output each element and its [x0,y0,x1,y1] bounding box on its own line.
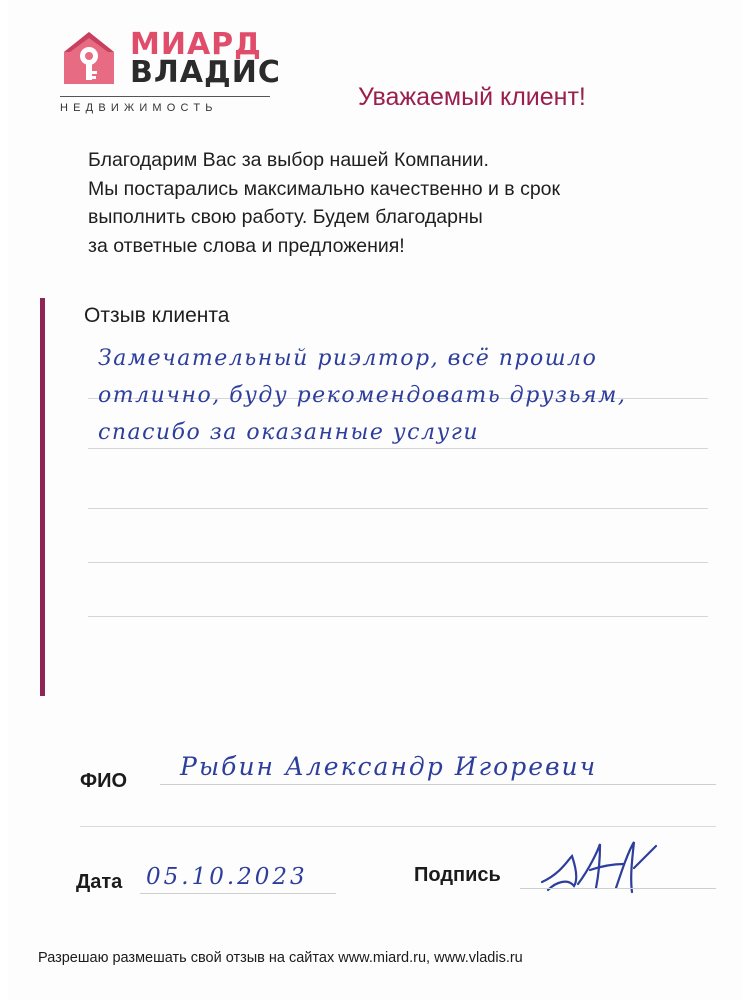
brand-name-line2: ВЛАДИС [130,55,281,90]
greeting-heading: Уважаемый клиент! [358,83,586,111]
signature-rule [520,888,716,889]
review-accent-bar [40,298,45,696]
fio-rule [160,784,716,785]
logo-divider [60,96,270,97]
publication-consent-text: Разрешаю размешать свой отзыв на сайтах www.miard.ru, www.vladis.ru [38,950,523,966]
date-handwritten-value: 05.10.2023 [146,864,308,890]
signature-label: Подпись [414,864,501,886]
review-line: спасибо за оказанные услуги [98,420,480,445]
date-label: Дата [76,871,123,893]
brand-subtitle: НЕДВИЖИМОСТЬ [60,102,218,114]
fio-label: ФИО [80,770,128,792]
fio-handwritten-value: Рыбин Александр Игоревич [180,752,598,781]
date-rule [140,893,336,894]
review-rule [88,616,708,617]
review-line: Замечательный риэлтор, всё прошло [98,346,598,371]
review-rule [88,562,708,563]
review-line: отлично, буду рекомендовать друзьям, [98,383,627,408]
review-title: Отзыв клиента [84,304,230,327]
review-handwritten-text [98,340,626,451]
company-logo [60,28,280,118]
review-rule [88,508,708,509]
house-key-icon [60,30,118,86]
intro-text [88,146,728,260]
fio-rule-2 [80,826,716,827]
intro-line: Мы постарались максимально качественно и в срок [88,177,561,200]
intro-line: за ответные слова и предложения! [88,234,405,257]
brand-name-line1: МИАРД [130,27,262,62]
intro-line: выполнить свою работу. Будем благодарны [88,206,483,228]
intro-line: Благодарим Вас за выбор нашей Компании. [88,149,489,171]
